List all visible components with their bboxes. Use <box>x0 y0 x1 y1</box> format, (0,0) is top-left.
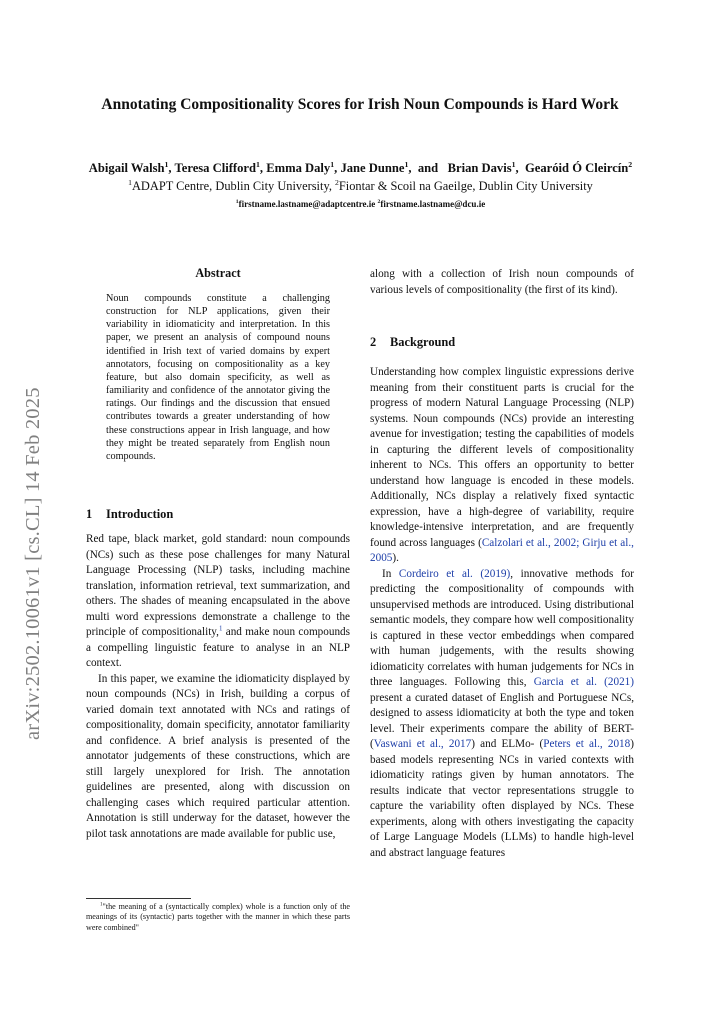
paragraph-text: In <box>382 567 399 580</box>
author-list: Abigail Walsh$^1$, Teresa Clifford$^1$, Emma Daly$^1$, Jane Dunne$^1$, and Brian Davis$^1$, Gearóid Ó Cleircín$^2$ <box>88 159 633 175</box>
abstract-body <box>106 292 330 463</box>
email-addresses <box>20 198 701 210</box>
author-name: Teresa Clifford <box>174 161 257 175</box>
affiliation-mark: 1 <box>128 177 132 187</box>
section-number: 2 <box>370 335 377 349</box>
paragraph-text: and make noun compounds a compelling linguistic feature to analyse in an NLP context. <box>86 626 350 669</box>
abstract-text: Noun compounds constitute a challenging construction for NLP applications, given their variability in idiomaticity and interpretation. In this paper, we present an analysis of compound nouns identified in Irish text of varied domains by expert annotators, focusing on compositionality as a key feature, but also domain specificity, as well as familiarity and confidence of the annotator giving the ratings. Our findings and the discussion that ensued contributes towards a greater understanding of how these constructions appear in Irish language, and how they might be treated separately from English noun compounds. <box>106 293 330 462</box>
paragraph-text: Understanding how complex linguistic expressions derive meaning from their constituent parts is crucial for the progress of modern Natural Language Processing (NLP) systems. Noun compounds (NCs) provide an interesting avenue for investigation; testing the capabilities of models in capturing the different levels of compositionality inherent to NCs. This offers an opportunity to better understand how language is encoded in these models. Additionally, NCs display a relatively fixed syntactic expression, have a high-degree of variability, require knowledge-intensive interpretation, and are frequently found across languages ( <box>370 366 634 549</box>
footnote-divider <box>86 898 191 899</box>
paragraph-text: present a curated dataset of English and Portuguese NCs, designed to assess idiomaticity at both the type and token level. Their experiments compare the ability of BERT- ( <box>370 691 634 750</box>
email-mark: 2 <box>377 199 381 205</box>
paragraph-text: ). <box>392 552 399 564</box>
citation-link[interactable]: Vaswani et al., 2017 <box>373 738 472 750</box>
paragraph-text: ) based models representing NCs in varied contexts with idiomaticity ratings given by human annotators. The results indicate that vector representations struggle to capture the variability often displayed by NCs. These experiments, along with others investigating the capacity of Large Language Models (LLMs) to handle high-level and abstract language features <box>370 738 634 859</box>
footnote-number: 1 <box>100 902 103 908</box>
arxiv-identifier: arXiv:2502.10061v1 [cs.CL] 14 Feb 2025 <box>22 387 44 740</box>
affiliations <box>20 178 701 194</box>
citation-link[interactable]: Peters et al., 2018 <box>543 738 631 750</box>
email: firstname.lastname@adaptcentre.ie <box>238 199 378 209</box>
paragraph-text: Red tape, black market, gold standard: noun compounds (NCs) such as these pose challenges for many Natural Language Processing (NLP) tasks, including machine translation, information retrieval, text summarization, and others. The shades of meaning encapsulated in the above multi word expressions demonstrate a challenge to the principle of compositionality, <box>86 533 350 638</box>
section-1-body <box>86 532 350 842</box>
paragraph <box>370 567 634 862</box>
abstract-heading: Abstract <box>195 266 241 280</box>
section-heading <box>86 507 173 522</box>
author-name: Brian Davis <box>447 161 512 175</box>
paragraph-text: , innovative methods for predicting the compositionality of compounds with unsupervised methods are introduced. Using distributional semantic models, they compare how well compositionality is captured in these vector embeddings when compared with human judgements, with the results showing idiomaticity correlates with human judgements for NCs in three languages. Following this, <box>370 567 635 688</box>
section-title: Background <box>390 335 456 349</box>
author-affiliation-mark: 1 <box>404 159 409 169</box>
author-affiliation-mark: 1 <box>256 159 260 169</box>
citation-link[interactable]: Cordeiro et al. (2019) <box>398 567 511 580</box>
affiliation: Fiontar & Scoil na Gaeilge, Dublin City University <box>338 179 593 193</box>
paragraph <box>86 532 350 672</box>
author-name: Emma Daly <box>266 161 331 175</box>
paragraph: In this paper, we examine the idiomaticity displayed by noun compounds (NCs) in Irish, building a corpus of varied domain text annotated with NCs and ratings of compositionality, domain specificity, annotator familiarity and confidence. A brief analysis is presented of the annotator judgements of these constructions, which are still largely unexplored for Irish. The annotation guidelines are presented, along with discussion on challenging cases which required particular attention. Annotation is still underway for the dataset, however the pilot task annotations are made available for public use, <box>86 672 350 840</box>
author-affiliation-mark: 1 <box>330 159 335 169</box>
paragraph-text: ) and ELMo- ( <box>471 738 544 750</box>
footnote-body: "the meaning of a (syntactically complex) whole is a function only of the meanings of its (syntactic) parts together with the manner in which these parts were combined" <box>86 902 350 932</box>
affiliation: ADAPT Centre, Dublin City University, <box>131 179 336 193</box>
author-affiliation-mark: 1 <box>511 159 516 169</box>
author-name: Jane Dunne <box>340 161 405 175</box>
author-affiliation-mark: 2 <box>628 159 633 169</box>
paper-title: Annotating Compositionality Scores for Irish Noun Compounds is Hard Work <box>101 96 619 113</box>
email-mark: 1 <box>235 199 239 205</box>
paragraph <box>370 365 634 567</box>
footnote <box>86 902 350 933</box>
footnote-link[interactable]: 1 <box>218 624 223 633</box>
column-2-continuation <box>370 267 634 298</box>
section-title: Introduction <box>106 507 174 521</box>
email: firstname.lastname@dcu.ie <box>380 199 486 209</box>
author-name: Abigail Walsh <box>88 161 165 175</box>
section-number: 1 <box>86 507 93 521</box>
author-affiliation-mark: 1 <box>164 159 169 169</box>
affiliation-mark: 2 <box>335 177 339 187</box>
citation-link[interactable]: Garcia et al. (2021) <box>533 676 634 688</box>
author-name: Gearóid Ó Cleircín <box>524 161 629 175</box>
paragraph: along with a collection of Irish noun compounds of various levels of compositionality (the first of its kind). <box>370 268 634 296</box>
citation-link[interactable]: Calzolari et al., 2002; Girju et al., 2005 <box>370 536 634 564</box>
section-heading <box>370 335 455 350</box>
section-2-body <box>370 365 634 861</box>
footnote-text <box>86 902 350 933</box>
arxiv-stamp <box>22 320 52 740</box>
